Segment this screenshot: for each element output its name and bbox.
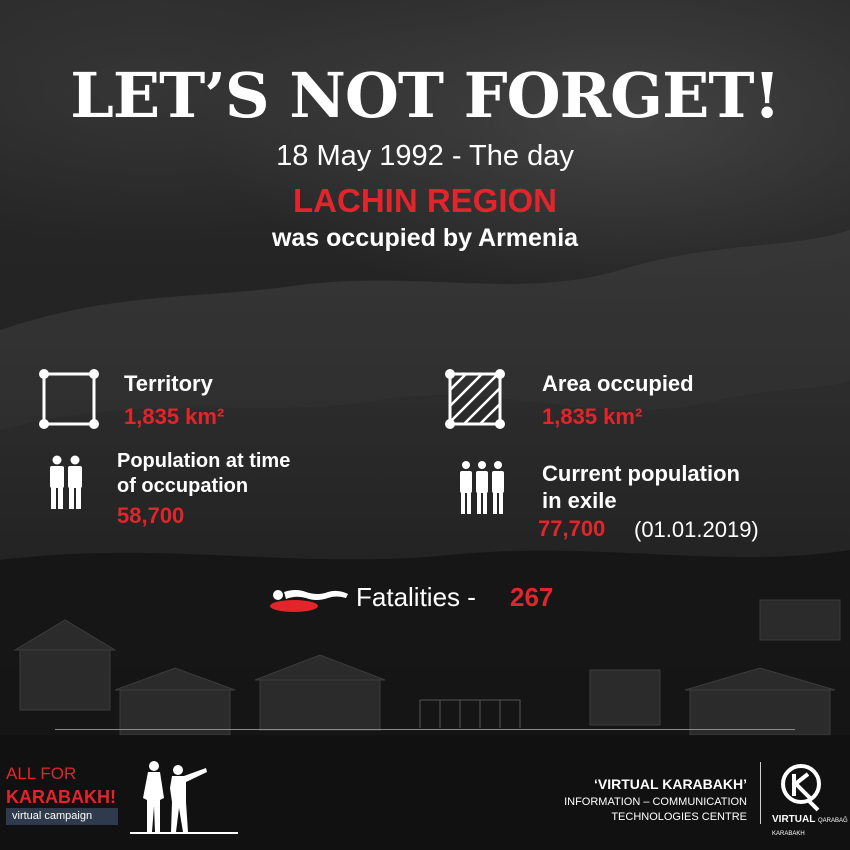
organization-logo-text	[772, 814, 850, 840]
fallen-body-icon	[266, 586, 350, 614]
campaign-line2: KARABAKH!	[6, 787, 116, 807]
two-figures-silhouette-icon	[120, 758, 240, 836]
population-label-line1: Population at time	[117, 450, 291, 472]
area-occupied-value: 1,835 km²	[542, 404, 643, 429]
logo-small-text: QARABAĞ KARABAKH	[772, 818, 848, 837]
people-pair-icon	[48, 455, 84, 511]
date-line: 18 May 1992 - The day	[276, 140, 574, 172]
region-title: LACHIN REGION	[293, 182, 557, 219]
campaign-line1: ALL FOR	[6, 764, 77, 783]
fatalities-label: Fatalities -	[356, 582, 476, 612]
organization-subtitle-line1: INFORMATION – COMMUNICATION	[564, 796, 747, 808]
organization-subtitle-line2: TECHNOLOGIES CENTRE	[611, 811, 747, 823]
exile-label-line2: in exile	[542, 488, 617, 513]
area-occupied-label: Area occupied	[542, 371, 694, 396]
exile-label-line1: Current population	[542, 461, 740, 486]
headline: LET’S NOT FORGET!	[70, 59, 780, 132]
organization-divider	[760, 762, 761, 824]
population-value: 58,700	[117, 503, 185, 528]
organization-name: ‘VIRTUAL KARABAKH’	[594, 776, 747, 792]
logo-word: VIRTUAL	[772, 814, 816, 825]
population-label-line2: of occupation	[117, 475, 249, 497]
square-frame-icon	[38, 368, 100, 430]
virtual-karabakh-logo-icon	[778, 762, 824, 812]
footer-divider	[55, 729, 795, 730]
hatched-square-icon	[444, 368, 506, 430]
fatalities-value: 267	[510, 582, 554, 612]
campaign-tag: virtual campaign	[6, 808, 118, 825]
exile-date-note: (01.01.2019)	[634, 517, 759, 542]
people-group-icon	[459, 460, 505, 516]
occupied-by-line: was occupied by Armenia	[271, 224, 579, 252]
exile-value: 77,700	[538, 516, 606, 541]
territory-value: 1,835 km²	[124, 404, 225, 429]
territory-label: Territory	[124, 371, 213, 396]
